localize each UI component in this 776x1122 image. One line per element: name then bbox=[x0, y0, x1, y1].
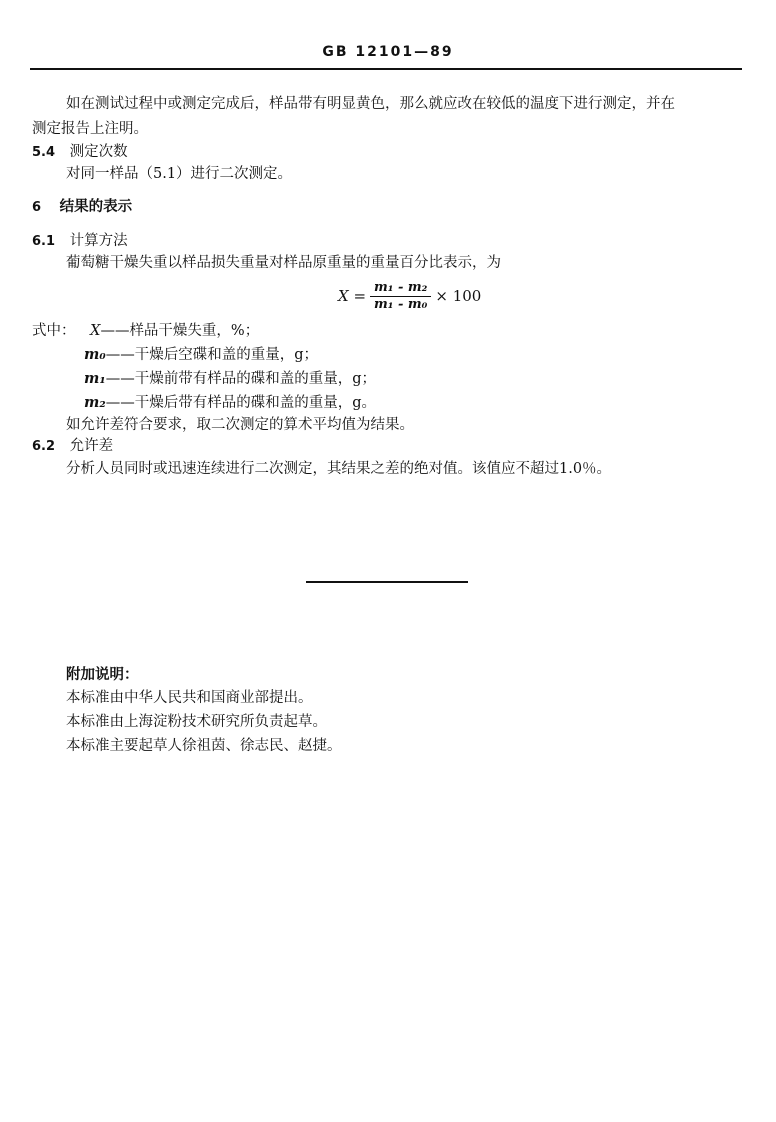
where-clause-row bbox=[32, 319, 259, 340]
section-title: 允许差 bbox=[69, 438, 114, 454]
variable-symbol: X bbox=[90, 323, 101, 339]
section-6-2-body: 分析人员同时或迅速连续进行二次测定，其结果之差的绝对值。该值应不超过1.0％。 bbox=[66, 461, 612, 477]
section-title: 测定次数 bbox=[69, 144, 128, 160]
document-header-title: GB 12101—89 bbox=[322, 44, 454, 60]
section-number: 5.4 bbox=[32, 145, 56, 160]
intro-paragraph-line-1: 如在测试过程中或测定完成后，样品带有明显黄色，那么就应改在较低的温度下进行测定，并在 bbox=[66, 96, 675, 112]
section-5-4-body: 对同一样品（5.1）进行二次测定。 bbox=[66, 166, 293, 182]
end-of-text-rule bbox=[306, 581, 468, 583]
appendix-title: 附加说明： bbox=[66, 666, 139, 683]
section-title: 计算方法 bbox=[69, 233, 128, 249]
appendix-line: 本标准由中华人民共和国商业部提出。 bbox=[66, 690, 313, 706]
intro-paragraph-line-2: 测定报告上注明。 bbox=[32, 121, 148, 137]
variable-symbol: m₁ bbox=[84, 370, 106, 387]
formula-lhs: X = bbox=[338, 287, 367, 305]
variable-symbol: m₀ bbox=[84, 346, 106, 363]
section-6-2-heading bbox=[32, 434, 113, 455]
variable-row bbox=[84, 391, 376, 412]
variable-description: ——干燥前带有样品的碟和盖的重量，g； bbox=[105, 371, 376, 387]
variable-description: ——样品干燥失重，%； bbox=[100, 323, 260, 339]
appendix-line: 本标准主要起草人徐祖茵、徐志民、赵捷。 bbox=[66, 738, 342, 754]
section-number: 6.2 bbox=[32, 439, 56, 454]
section-number: 6.1 bbox=[32, 234, 56, 249]
section-6-1-body: 葡萄糖干燥失重以样品损失重量对样品原重量的重量百分比表示，为 bbox=[66, 255, 501, 271]
variable-description: ——干燥后空碟和盖的重量，g； bbox=[105, 347, 318, 363]
variable-symbol: m₂ bbox=[84, 394, 106, 411]
section-6-heading bbox=[32, 195, 132, 216]
where-label: 式中： bbox=[32, 323, 76, 339]
drying-loss-formula bbox=[338, 278, 481, 314]
section-6-1-heading bbox=[32, 229, 128, 250]
formula-numerator: m₁ - m₂ bbox=[374, 279, 428, 295]
result-note: 如允许差符合要求，取二次测定的算术平均值为结果。 bbox=[66, 417, 414, 433]
section-number: 6 bbox=[32, 200, 42, 215]
appendix-line: 本标准由上海淀粉技术研究所负责起草。 bbox=[66, 714, 327, 730]
variable-description: ——干燥后带有样品的碟和盖的重量，g。 bbox=[105, 395, 376, 411]
formula-denominator: m₁ - m₀ bbox=[374, 296, 428, 312]
section-title: 结果的表示 bbox=[59, 198, 133, 215]
formula-multiplier: × 100 bbox=[435, 287, 482, 305]
variable-row bbox=[84, 343, 318, 364]
section-5-4-heading bbox=[32, 140, 128, 161]
header-rule bbox=[30, 68, 742, 70]
formula-fraction bbox=[370, 280, 431, 313]
variable-row bbox=[84, 367, 376, 388]
